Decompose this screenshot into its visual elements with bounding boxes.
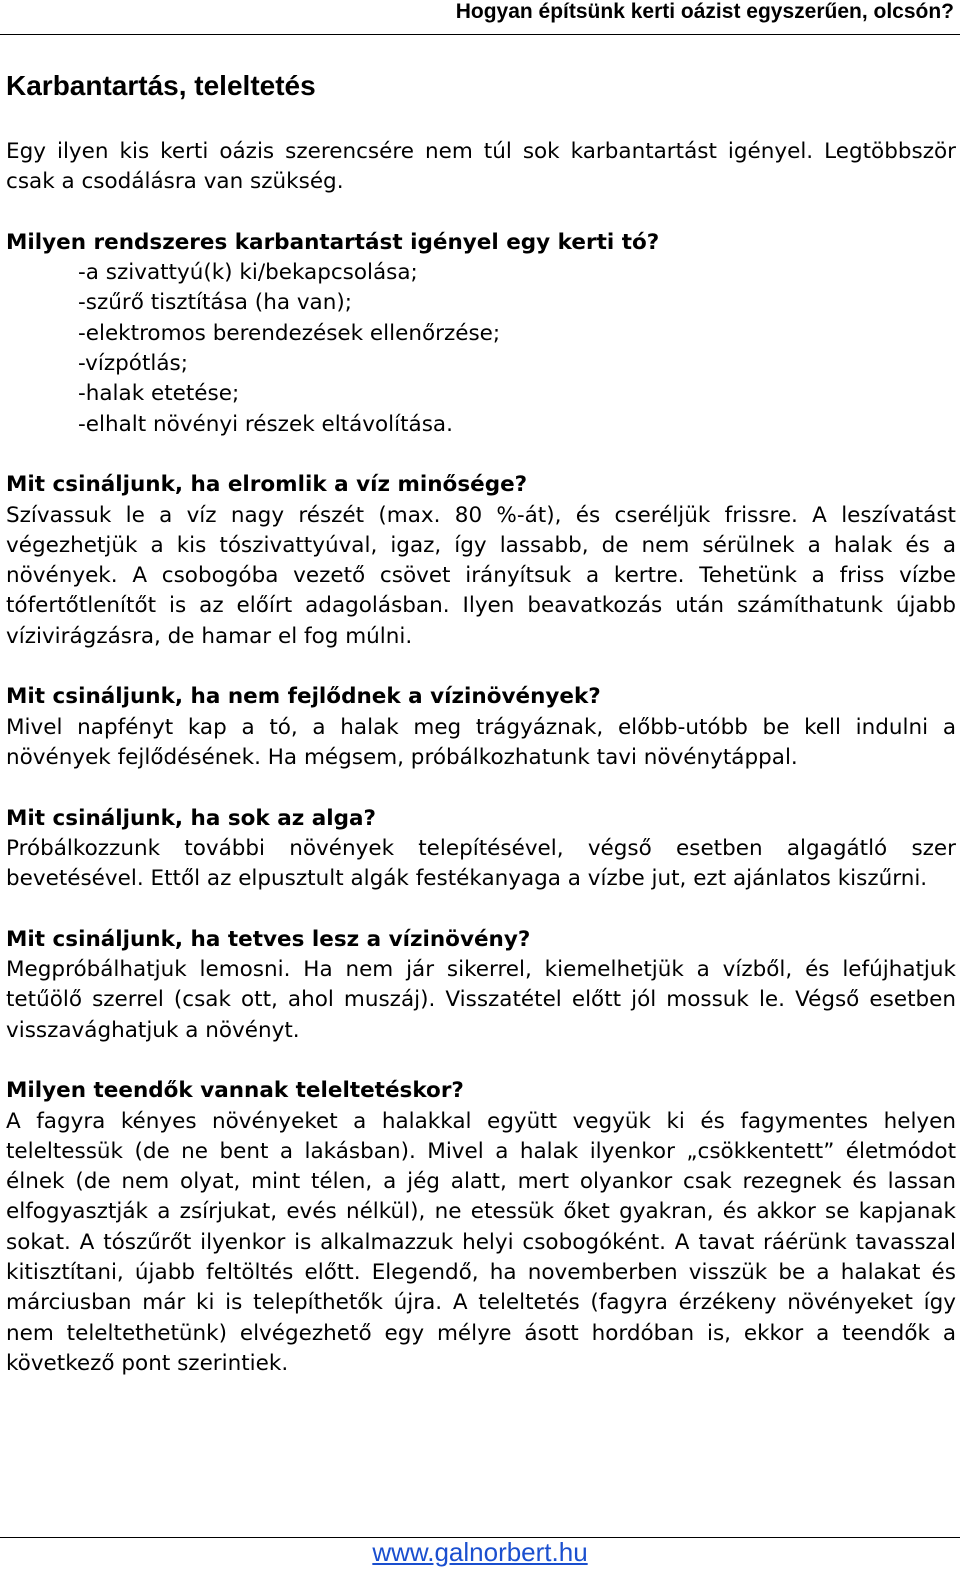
list-item: -a szivattyú(k) ki/bekapcsolása; <box>78 260 418 286</box>
spacer <box>6 198 956 228</box>
section-answer: Mivel napfényt kap a tó, a halak meg trágyáznak, előbb-utóbb be kell indulni a növények fejlődésének. Ha mégsem, próbálkozhatunk tavi növénytáppal. <box>6 714 956 770</box>
spacer <box>6 773 956 803</box>
list-item: -szűrő tisztítása (ha van); <box>78 290 352 316</box>
spacer <box>6 652 956 682</box>
spacer <box>6 1046 956 1076</box>
header-title: Hogyan építsünk kerti oázist egyszerűen, olcsón? <box>455 0 954 23</box>
section-question: Milyen rendszeres karbantartást igényel egy kerti tó? <box>6 229 660 255</box>
page-header <box>0 0 960 35</box>
section-plants-growth <box>6 682 956 773</box>
page-title: Karbantartás, teleltetés <box>6 70 316 101</box>
list-item: -vízpótlás; <box>78 351 188 377</box>
section-aphids <box>6 925 956 1046</box>
spacer <box>6 440 956 470</box>
section-answer: Próbálkozzunk további növények telepítésével, végső esetben algagátló szer bevetésével. Ettől az elpusztult algák festékanyaga a vízbe jut, ezt ajánlatos kiszűrni. <box>6 835 956 892</box>
section-question: Mit csináljunk, ha sok az alga? <box>6 805 376 831</box>
section-algae <box>6 804 956 895</box>
section-question: Milyen teendők vannak teleltetéskor? <box>6 1078 464 1104</box>
spacer <box>6 894 956 924</box>
footer-website-link[interactable]: www.galnorbert.hu <box>372 1537 588 1567</box>
section-answer: Szívassuk le a víz nagy részét (max. 80 %-át), és cseréljük frissre. A leszívatást végezhetjük a kis tószivattyúval, igaz, így lassabb, de nem sérülnek a halak és a növények. A csobogóba vezető csövet irányítsuk a kertre. Tehetünk a friss vízbe tófertőtlenítőt is az előírt adagolásban. Ilyen beavatkozás után számíthatunk újabb vízivirágzásra, de hamar el fog múlni. <box>6 502 956 649</box>
document-body <box>6 137 956 1379</box>
section-answer: A fagyra kényes növényeket a halakkal együtt vegyük ki és fagymentes helyen teleltessük (de ne bent a lakásban). Mivel a halak ilyenkor „csökkentett” életmódot élnek (de nem olyat, mint télen, a jég alatt, mert olyankor csak rezegnek és lassan elfogyasztják a zsírjukat, evés nélkül), ne etessük őket gyakran, és akkor se kapjanak sokat. A tószűrőt ilyenkor is alkalmazzuk helyi csobogóként. A tavat ráérünk tavasszal kitisztítani, újabb feltöltés előtt. Elegendő, ha novemberben visszük be a halakat és márciusban már ki is telepíthetők újra. A teleltetés (fagyra érzékeny növényeket így nem teleltethetünk) elvégezhető egy mélyre ásott hordóban is, ekkor a teendők a következő pont szerintiek. <box>6 1108 956 1376</box>
section-question: Mit csináljunk, ha elromlik a víz minősége? <box>6 472 528 498</box>
section-question: Mit csináljunk, ha nem fejlődnek a vízinövények? <box>6 684 601 710</box>
list-item: -elhalt növényi részek eltávolítása. <box>78 411 453 437</box>
list-item: -halak etetése; <box>78 381 240 407</box>
section-maintenance <box>6 228 956 440</box>
section-answer: Megpróbálhatjuk lemosni. Ha nem jár sikerrel, kiemelhetjük a vízből, és lefújhatjuk tetűölő szerrel (csak ott, ahol muszáj). Visszatétel előtt jól mossuk le. Végső esetben visszavághatjuk a növényt. <box>6 957 956 1043</box>
section-wintering <box>6 1076 956 1379</box>
maintenance-list <box>6 258 956 440</box>
list-item: -elektromos berendezések ellenőrzése; <box>78 320 501 346</box>
section-question: Mit csináljunk, ha tetves lesz a vízinövény? <box>6 926 531 952</box>
intro-paragraph: Egy ilyen kis kerti oázis szerencsére nem túl sok karbantartást igényel. Legtöbbször csak a csodálásra van szükség. <box>6 139 956 195</box>
section-water-quality <box>6 470 956 652</box>
